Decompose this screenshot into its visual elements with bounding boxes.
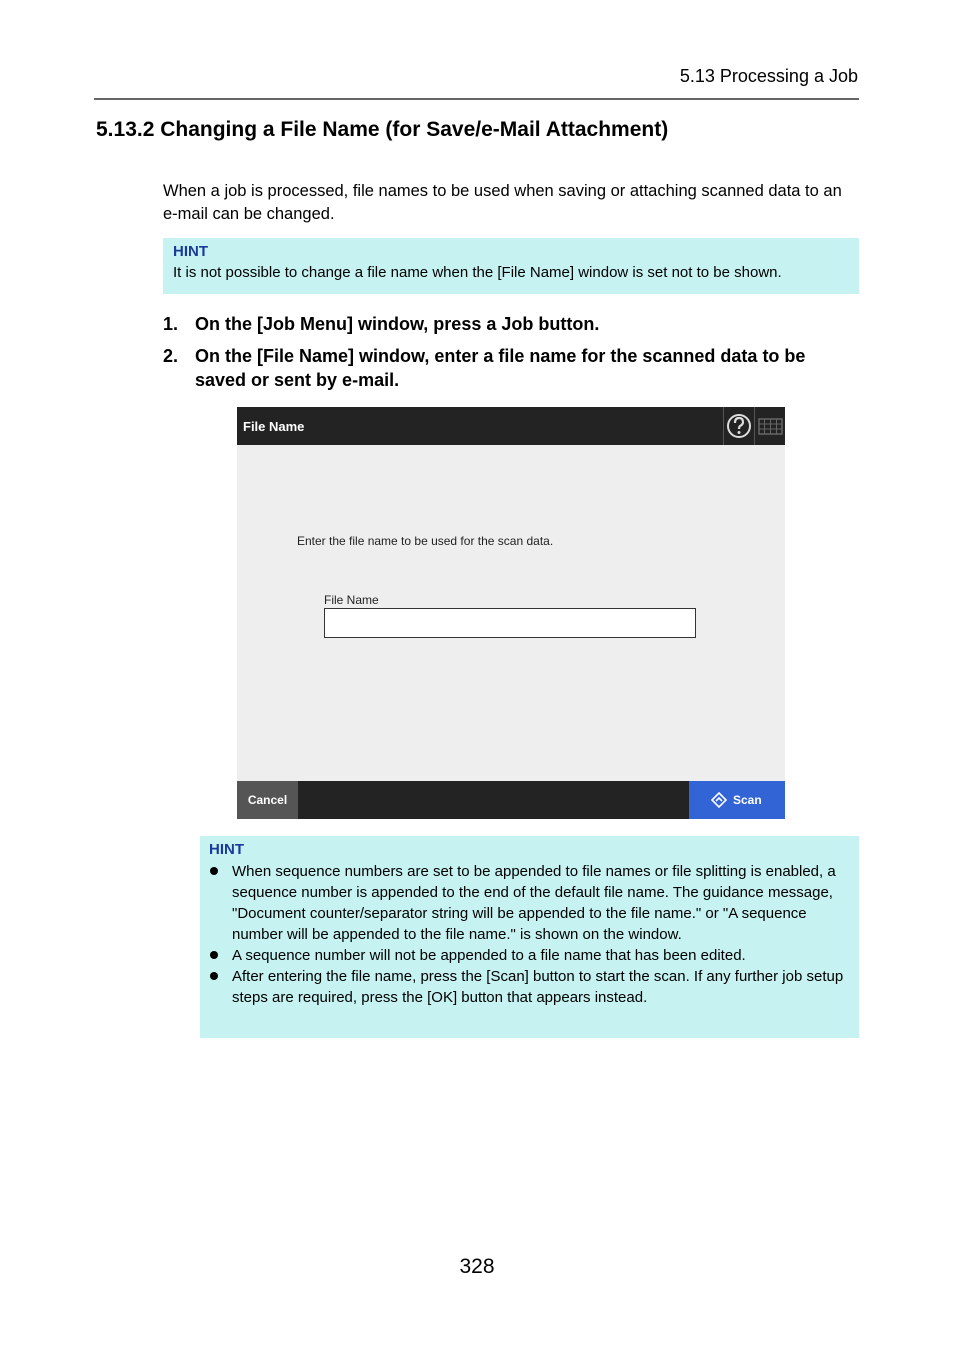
file-name-window <box>237 407 785 819</box>
hint-item-text: A sequence number will not be appended to a file name that has been edited. <box>232 947 746 964</box>
intro-paragraph: When a job is processed, file names to be used when saving or attaching scanned data to an e-mail can be changed. <box>163 182 842 223</box>
hint-box <box>200 836 859 1038</box>
window-title: File Name <box>243 419 305 434</box>
keyboard-icon <box>755 407 786 445</box>
step-1 <box>163 312 863 338</box>
step-number: 2. <box>163 346 179 366</box>
step-number: 1. <box>163 314 179 334</box>
hint-label: HINT <box>209 841 244 858</box>
hint-item-text: When sequence numbers are set to be appended to file names or file splitting is enabled, a sequence number is appended to the end of the default file name. The guidance message, "Document counter/separator string will be appended to the file name." or "A sequence number will be appended to the file name." is shown on the window. <box>232 863 836 943</box>
section-title: 5.13.2 Changing a File Name (for Save/e-Mail Attachment) <box>96 118 669 141</box>
hint-list-item <box>209 966 849 1008</box>
window-bottombar <box>237 781 785 819</box>
bullet-icon <box>210 972 218 980</box>
hint-label: HINT <box>173 243 208 260</box>
step-2 <box>163 344 863 394</box>
help-button[interactable] <box>723 407 754 445</box>
step-text: On the [File Name] window, enter a file name for the scanned data to be saved or sent by e-mail. <box>195 346 806 390</box>
keyboard-button[interactable] <box>754 407 786 445</box>
bullet-icon <box>210 951 218 959</box>
guidance-message: Enter the file name to be used for the scan data. <box>297 534 554 548</box>
hint-list-item <box>209 861 849 945</box>
hint-text: It is not possible to change a file name when the [File Name] window is set not to be shown. <box>173 264 782 281</box>
hint-list-item <box>209 945 849 966</box>
header-rule <box>94 98 859 100</box>
help-icon <box>724 407 754 445</box>
scan-label: Scan <box>733 793 762 807</box>
running-head: 5.13 Processing a Job <box>679 66 858 86</box>
cancel-button[interactable]: Cancel <box>237 781 298 819</box>
file-name-label: File Name <box>324 593 379 607</box>
page-number: 328 <box>459 1255 495 1278</box>
step-text: On the [Job Menu] window, press a Job button. <box>195 314 600 334</box>
hint-box <box>163 238 859 294</box>
hint-list <box>209 861 849 1008</box>
scan-button[interactable] <box>689 781 785 819</box>
window-titlebar <box>237 407 785 445</box>
scan-icon <box>711 792 727 808</box>
file-name-input[interactable] <box>324 608 696 638</box>
bullet-icon <box>210 867 218 875</box>
hint-item-text: After entering the file name, press the [Scan] button to start the scan. If any further job setup steps are required, press the [OK] button that appears instead. <box>232 968 844 1006</box>
